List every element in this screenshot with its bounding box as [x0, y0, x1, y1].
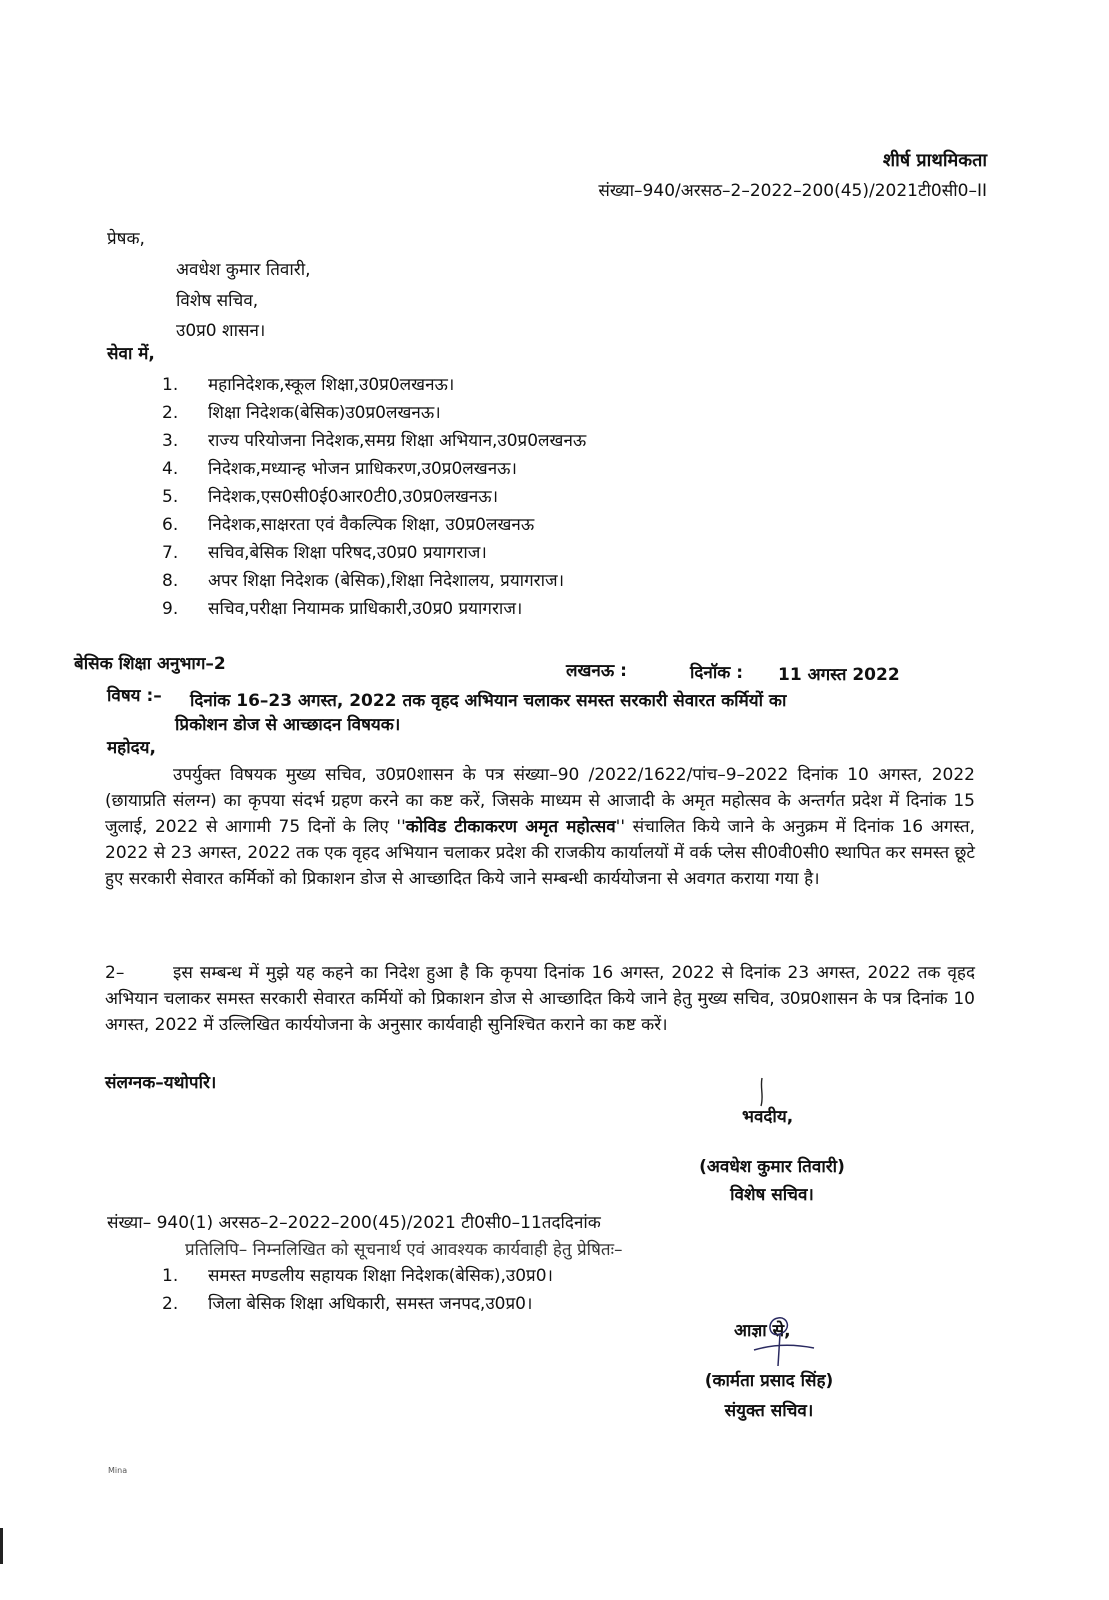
sender-designation: विशेष सचिव, — [176, 291, 259, 311]
letter-date: 11 अगस्त 2022 — [778, 665, 900, 685]
place-label: लखनऊ : — [566, 661, 627, 681]
list-item: 6. निदेशक,साक्षरता एवं वैकल्पिक शिक्षा, उ0प्र0लखनऊ — [162, 515, 535, 535]
recipient-list — [162, 372, 586, 624]
copy-intro: प्रतिलिपि– निम्नलिखित को सूचनार्थ एवं आवश्यक कार्यवाही हेतु प्रेषितः– — [185, 1240, 623, 1260]
body-paragraph-1: उपर्युक्त विषयक मुख्य सचिव, उ0प्र0शासन के पत्र संख्या–90 /2022/1622/पांच–9–2022 दिनांक 10 अगस्त, 2022 (छायाप्रति संलग्न) का कृपया संदर्भ ग्रहण करने का कष्ट करें, जिसके माध्यम से आजादी के अमृत महोत्सव के अन्तर्गत प्रदेश में दिनांक 15 जुलाई, 2022 से आगामी 75 दिनों के लिए ''कोविड टीकाकरण अमृत महोत्सव'' संचालित किये जाने के अनुक्रम में दिनांक 16 अगस्त, 2022 से 23 अगस्त, 2022 तक एक वृहद अभियान चलाकर प्रदेश की राजकीय कार्यालयों में वर्क प्लेस सी0वी0सी0 स्थापित कर समस्त छूटे हुए सरकारी सेवारत कर्मिकों को प्रिकाशन डोज से आच्छादित किये जाने सम्बन्धी कार्ययोजना से अवगत कराया गया है। — [105, 765, 975, 889]
list-item: 8. अपर शिक्षा निदेशक (बेसिक),शिक्षा निदेशालय, प्रयागराज। — [162, 571, 565, 591]
signatory-name: (अवधेश कुमार तिवारी) — [699, 1157, 845, 1177]
subject-line-1: दिनांक 16–23 अगस्त, 2022 तक वृहद अभियान चलाकर समस्त सरकारी सेवारत कर्मियों का — [190, 691, 787, 711]
copy-reference-number: संख्या– 940(1) अरसठ–2–2022–200(45)/2021 टी0सी0–11तददिनांक — [107, 1213, 601, 1233]
second-signatory-designation: संयुक्त सचिव। — [724, 1401, 814, 1421]
list-item: 1. समस्त मण्डलीय सहायक शिक्षा निदेशक(बेसिक),उ0प्र0। — [162, 1266, 553, 1286]
date-label: दिनॉक : — [690, 663, 744, 683]
campaign-name: कोविड टीकाकरण अमृत महोत्सव — [405, 817, 616, 837]
sender-name: अवधेश कुमार तिवारी, — [176, 260, 311, 280]
list-item: 7. सचिव,बेसिक शिक्षा परिषद,उ0प्र0 प्रयागराज। — [162, 543, 487, 563]
subject-label: विषय :– — [107, 686, 162, 706]
sender-label: प्रेषक, — [107, 229, 145, 249]
list-item: 3. राज्य परियोजना निदेशक,समग्र शिक्षा अभियान,उ0प्र0लखनऊ — [162, 431, 587, 451]
initials-signature — [748, 1310, 818, 1370]
scan-edge-mark — [0, 1528, 3, 1564]
list-item: 1. महानिदेशक,स्कूल शिक्षा,उ0प्र0लखनऊ। — [162, 375, 455, 395]
enclosure-note: संलग्नक–यथोपरि। — [105, 1073, 217, 1093]
body-paragraph-2: 2– इस सम्बन्ध में मुझे यह कहने का निदेश हुआ है कि कृपया दिनांक 16 अगस्त, 2022 से दिनांक 23 अगस्त, 2022 तक वृहद अभियान चलाकर समस्त सरकारी सेवारत कर्मियों को प्रिकाशन डोज से आच्छादित किये जाने हेतु मुख्य सचिव, उ0प्र0शासन के पत्र दिनांक 10 अगस्त, 2022 में उल्लिखित कार्ययोजना के अनुसार कार्यवाही सुनिश्चित कराने का कष्ट करें। — [105, 963, 975, 1035]
priority-label: शीर्ष प्राथमिकता — [882, 150, 987, 171]
order-text: आज्ञा से, — [734, 1321, 791, 1341]
list-item: 2. शिक्षा निदेशक(बेसिक)उ0प्र0लखनऊ। — [162, 403, 441, 423]
subject-line-2: प्रिकोशन डोज से आच्छादन विषयक। — [175, 715, 401, 735]
recipients-label: सेवा में, — [107, 344, 155, 364]
footer-mark: Mina — [108, 1466, 128, 1475]
list-item: 5. निदेशक,एस0सी0ई0आर0टी0,उ0प्र0लखनऊ। — [162, 487, 499, 507]
list-item: 4. निदेशक,मध्यान्ह भोजन प्राधिकरण,उ0प्र0लखनऊ। — [162, 459, 517, 479]
list-item: 2. जिला बेसिक शिक्षा अधिकारी, समस्त जनपद,उ0प्र0। — [162, 1294, 533, 1314]
reference-number: संख्या–940/अरसठ–2–2022–200(45)/2021टी0सी0–II — [598, 181, 987, 201]
department-label: बेसिक शिक्षा अनुभाग–2 — [74, 654, 226, 674]
sender-office: उ0प्र0 शासन। — [176, 321, 266, 341]
list-item: 9. सचिव,परीक्षा नियामक प्राधिकारी,उ0प्र0 प्रयागराज। — [162, 599, 523, 619]
signatory-designation: विशेष सचिव। — [730, 1185, 814, 1205]
copy-list — [162, 1263, 553, 1319]
salutation: महोदय, — [107, 738, 156, 758]
second-signatory-name: (कार्मता प्रसाद सिंह) — [704, 1371, 834, 1391]
closing-text: भवदीय, — [742, 1107, 794, 1127]
